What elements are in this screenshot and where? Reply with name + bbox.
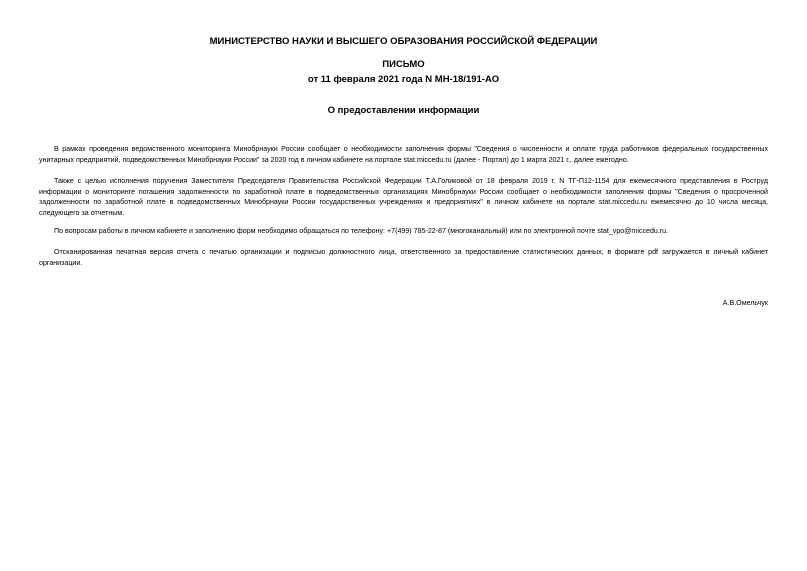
- body-paragraph-3: По вопросам работы в личном кабинете и заполнению форм необходимо обращаться по телефону: +7(499) 785-22-87 (многоканальный) или по электронной почте stat_vpo@miccedu.ru.: [54, 227, 669, 235]
- document-type: ПИСЬМО: [382, 59, 425, 70]
- body-paragraph-2: Также с целью исполнения поручения Заместителя Председателя Правительства Российской Федерации Т.А.Голиковой от 18 февраля 2019 г. N ТГ-П12-1154 для ежемесячного представления в Роструд информации о мониторинге погашения задолженности по заработной плате в подведомственных организациях Минобрнауки России сообщает о необходимости заполнения формы "Сведения о просроченной задолженности по заработной плате в подведомственных Минобрнауки России государственных учреждениях и предприятиях" в личном кабинете на портале stat.miccedu.ru ежемесячно до 10 числа месяца, следующего за отчетным.: [39, 177, 768, 217]
- ministry-title: МИНИСТЕРСТВО НАУКИ И ВЫСШЕГО ОБРАЗОВАНИЯ РОССИЙСКОЙ ФЕДЕРАЦИИ: [209, 36, 598, 47]
- document-subject: О предоставлении информации: [327, 105, 480, 116]
- body-paragraph-4: Отсканированная печатная версия отчета с печатью организации и подписью должностного лица, ответственного за предоставление статистических данных, в формате pdf загружается в личный кабинет организации.: [39, 248, 768, 267]
- document-date-number: от 11 февраля 2021 года N МН-18/191-АО: [307, 74, 500, 85]
- body-paragraph-1: В рамках проведения ведомственного мониторинга Минобрнауки России сообщает о необходимости заполнения формы "Сведения о численности и оплате труда работников федеральных государственных унитарных предприятий, подведомственных Минобрнауки России" за 2020 год в личном кабинете на портале stat.miccedu.ru (далее - Портал) до 1 марта 2021 г., далее ежегодно.: [39, 145, 768, 164]
- signatory-name: А.В.Омельчук: [722, 299, 768, 307]
